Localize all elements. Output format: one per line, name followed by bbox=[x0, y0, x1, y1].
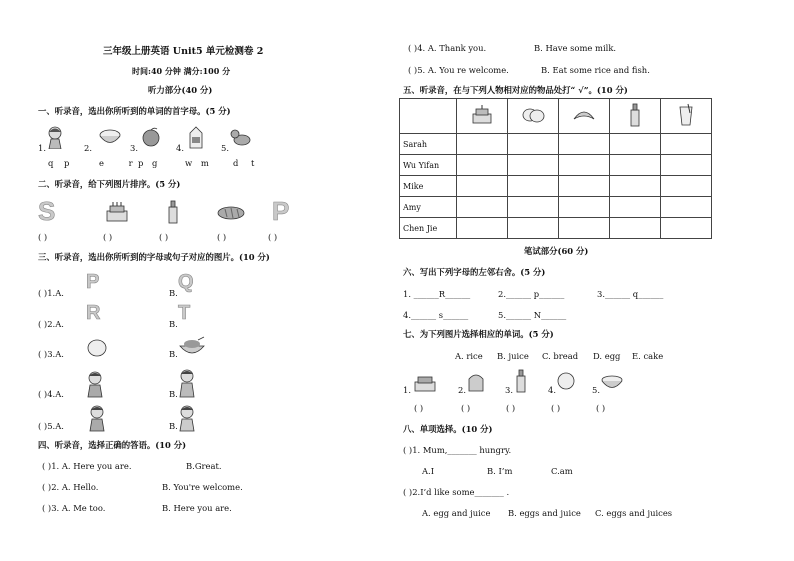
drink-glass-icon bbox=[676, 103, 696, 127]
s3-q2-label: ( )2.A. bbox=[38, 319, 64, 329]
s3-q2-letter-b: T bbox=[178, 302, 191, 324]
s7-num-1: 1. bbox=[403, 385, 411, 395]
s6-item-5: 5.______ N______ bbox=[498, 310, 567, 320]
cake-icon bbox=[470, 104, 494, 126]
s3-q2-b: B. bbox=[169, 319, 178, 329]
bowl-food-icon bbox=[178, 336, 206, 358]
s3-q3-b: B. bbox=[169, 349, 178, 359]
section7-title: 七、为下列图片选择相应的单词。(5 分) bbox=[403, 329, 554, 339]
s7-word-a: A. rice bbox=[455, 351, 483, 361]
croissant-icon bbox=[572, 105, 596, 125]
row-name: Wu Yifan bbox=[400, 155, 457, 176]
section2-title: 二、听录音，给下列图片排序。(5 分) bbox=[38, 179, 181, 189]
section1-title: 一、听录音，选出你所听到的单词的首字母。(5 分) bbox=[38, 106, 231, 116]
bread-icon bbox=[217, 206, 245, 220]
s6-item-1: 1. ______R______ bbox=[403, 289, 471, 299]
s8-q1-opt-a: A.I bbox=[422, 466, 435, 476]
s4-q2-a: ( )2. A. Hello. bbox=[42, 482, 99, 492]
juice-bottle-icon bbox=[513, 368, 529, 394]
s1-num-4: 4. bbox=[176, 143, 184, 153]
section3-title: 三、听录音，选出你所听到的字母或句子对应的图片。(10 分) bbox=[38, 252, 270, 262]
s6-item-2: 2.______ p______ bbox=[498, 289, 565, 299]
s3-q5-label: ( )5.A. bbox=[38, 421, 64, 431]
s4-q3-b: B. Here you are. bbox=[162, 503, 232, 513]
s4-q4-b: B. Have some milk. bbox=[534, 43, 617, 53]
s3-q1-letter-a: P bbox=[86, 271, 100, 293]
boy-drinking-icon bbox=[176, 404, 198, 432]
s1-option-4: w m bbox=[185, 158, 209, 168]
boy-eating-icon bbox=[176, 368, 198, 398]
child-eating-icon bbox=[84, 370, 106, 398]
s4-q5-b: B. Eat some rice and fish. bbox=[541, 65, 650, 75]
fruit-icon bbox=[140, 126, 162, 148]
s1-num-5: 5. bbox=[221, 143, 229, 153]
s8-q1: ( )1. Mum,_______ hungry. bbox=[403, 445, 512, 455]
cake-icon bbox=[412, 373, 438, 393]
egg-icon bbox=[556, 371, 576, 391]
s4-q1-b: B.Great. bbox=[186, 461, 222, 471]
s7-word-e: E. cake bbox=[632, 351, 664, 361]
tick-table bbox=[399, 98, 712, 239]
rice-bowl-icon bbox=[600, 372, 624, 392]
s7-blank-3: ( ) bbox=[506, 403, 516, 413]
s7-blank-2: ( ) bbox=[461, 403, 471, 413]
table-corner bbox=[400, 99, 457, 134]
s1-option-3: p g bbox=[138, 158, 158, 168]
s2-blank-4: ( ) bbox=[217, 232, 227, 242]
time-score: 时间:40 分钟 满分:100 分 bbox=[132, 66, 231, 76]
s3-q1-letter-b: Q bbox=[178, 271, 194, 293]
bread-loaf-icon bbox=[466, 371, 486, 393]
s3-q4-label: ( )4.A. bbox=[38, 389, 64, 399]
girl-icon bbox=[45, 125, 65, 149]
letter-p-picture: P bbox=[272, 196, 290, 226]
section4-title: 四、听录音，选择正确的答语。(10 分) bbox=[38, 440, 187, 450]
rice-bowl-icon bbox=[98, 127, 122, 147]
row-name: Mike bbox=[400, 176, 457, 197]
written-part-heading: 笔试部分(60 分) bbox=[524, 246, 589, 256]
s6-item-4: 4.______ s______ bbox=[403, 310, 469, 320]
s7-word-c: C. bread bbox=[542, 351, 579, 361]
s4-q4-a: ( )4. A. Thank you. bbox=[408, 43, 487, 53]
section5-title: 五、听录音，在与下列人物相对应的物品处打“ √”。(10 分) bbox=[403, 85, 628, 95]
s4-q2-b: B. You're welcome. bbox=[162, 482, 243, 492]
s3-q3-label: ( )3.A. bbox=[38, 349, 64, 359]
table-row bbox=[400, 155, 712, 176]
s7-blank-5: ( ) bbox=[596, 403, 606, 413]
page-title: 三年级上册英语 Unit5 单元检测卷 2 bbox=[103, 46, 264, 57]
s3-q2-letter-a: R bbox=[86, 302, 101, 324]
s7-num-3: 3. bbox=[505, 385, 513, 395]
s1-option-5: d t bbox=[233, 158, 255, 168]
table-row bbox=[400, 218, 712, 239]
s3-q5-b: B. bbox=[169, 421, 178, 431]
s6-item-3: 3.______ q______ bbox=[597, 289, 664, 299]
section6-title: 六、写出下列字母的左邻右舍。(5 分) bbox=[403, 267, 546, 277]
s1-num-3: 3. bbox=[130, 143, 138, 153]
s1-num-2: 2. bbox=[84, 143, 92, 153]
s1-num-1: 1. bbox=[38, 143, 46, 153]
section8-title: 八、单项选择。(10 分) bbox=[403, 424, 493, 434]
s7-num-5: 5. bbox=[592, 385, 600, 395]
milk-carton-icon bbox=[188, 125, 204, 149]
eggs-icon bbox=[521, 105, 545, 125]
s3-q4-b: B. bbox=[169, 389, 178, 399]
girl-eating-icon bbox=[86, 404, 108, 432]
s4-q3-a: ( )3. A. Me too. bbox=[42, 503, 106, 513]
cake-icon bbox=[103, 201, 131, 223]
s7-blank-1: ( ) bbox=[414, 403, 424, 413]
row-name: Amy bbox=[400, 197, 457, 218]
s2-blank-2: ( ) bbox=[103, 232, 113, 242]
s7-num-4: 4. bbox=[548, 385, 556, 395]
table-row bbox=[400, 197, 712, 218]
s8-q1-opt-b: B. I’m bbox=[487, 466, 513, 476]
s8-q2-opt-c: C. eggs and juices bbox=[595, 508, 673, 518]
s8-q2: ( )2.I’d like some_______ . bbox=[403, 487, 510, 497]
s4-q5-a: ( )5. A. You re welcome. bbox=[408, 65, 509, 75]
s3-q1-b: B. bbox=[169, 288, 178, 298]
letter-s-picture: S bbox=[38, 196, 56, 226]
s8-q2-opt-a: A. egg and juice bbox=[422, 508, 491, 518]
s1-option-1: q p bbox=[48, 158, 70, 168]
s3-q1-label: ( )1.A. bbox=[38, 288, 64, 298]
s4-q1-a: ( )1. A. Here you are. bbox=[42, 461, 132, 471]
s2-blank-5: ( ) bbox=[268, 232, 278, 242]
s7-word-d: D. egg bbox=[593, 351, 621, 361]
row-name: Chen Jie bbox=[400, 218, 457, 239]
listening-part-heading: 听力部分(40 分) bbox=[148, 85, 213, 95]
table-row bbox=[400, 176, 712, 197]
table-row bbox=[400, 134, 712, 155]
s7-num-2: 2. bbox=[458, 385, 466, 395]
s2-blank-3: ( ) bbox=[159, 232, 169, 242]
egg-icon bbox=[86, 338, 108, 358]
s7-word-b: B. juice bbox=[497, 351, 529, 361]
s2-blank-1: ( ) bbox=[38, 232, 48, 242]
s7-blank-4: ( ) bbox=[551, 403, 561, 413]
s8-q2-opt-b: B. eggs and juice bbox=[508, 508, 581, 518]
juice-bottle-icon bbox=[628, 102, 642, 128]
s8-q1-opt-c: C.am bbox=[551, 466, 573, 476]
dog-icon bbox=[230, 127, 252, 147]
s1-option-2: e r bbox=[99, 158, 133, 168]
juice-bottle-icon bbox=[166, 199, 180, 225]
row-name: Sarah bbox=[400, 134, 457, 155]
